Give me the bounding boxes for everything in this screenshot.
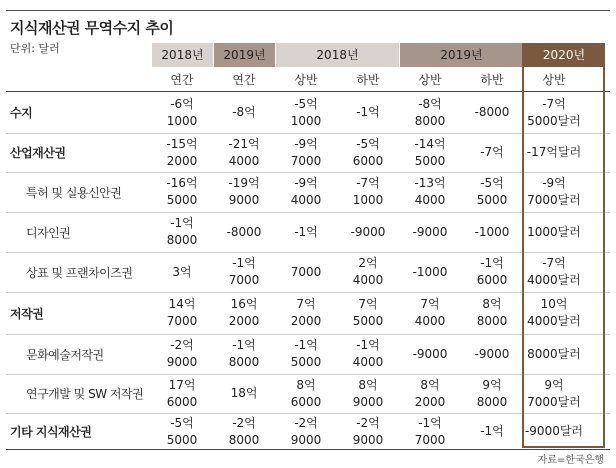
cell-value: -1억	[294, 338, 318, 352]
cell-value: -21억	[228, 136, 260, 151]
cell-value: -5억	[480, 176, 504, 190]
cell-value: 9억	[482, 377, 502, 392]
year-header-2: 2018년	[276, 43, 399, 67]
unit-label: 단위: 달러	[10, 42, 60, 55]
cell-value: -5억	[356, 136, 380, 151]
table-cell	[338, 334, 398, 374]
cell-value: 4000달러	[527, 273, 581, 287]
table-cell	[214, 212, 274, 252]
table-cell	[214, 334, 274, 374]
table-cell	[462, 374, 522, 413]
row-label: 기타 지식재산권	[10, 425, 92, 439]
cell-value: -16억	[166, 176, 198, 190]
cell-value: -9억	[294, 176, 318, 190]
cell-value: 7000달러	[527, 394, 581, 409]
table-cell	[338, 92, 398, 133]
cell-value: 4000	[352, 355, 384, 369]
cell-value: 4000	[290, 193, 322, 207]
cell-value: 2000	[228, 314, 260, 328]
cell-value: 6000	[166, 394, 198, 409]
table-cell	[400, 172, 460, 212]
table-cell	[338, 133, 398, 172]
table-cell	[152, 212, 212, 252]
year-header-4: 2020년	[524, 43, 604, 67]
cell-value: -19억	[228, 176, 260, 190]
cell-value: 5000	[414, 153, 446, 168]
table-cell	[400, 374, 460, 413]
cell-value: -9000	[412, 224, 448, 239]
cell-value: 1000	[290, 113, 322, 128]
table-cell	[214, 92, 274, 133]
cell-value: 9000	[352, 394, 384, 409]
cell-value: -1억	[232, 256, 256, 270]
cell-value: 5000	[476, 193, 508, 207]
cell-value: 5000	[352, 314, 384, 328]
cell-value: 4000	[352, 273, 384, 287]
cell-value: 9000	[290, 432, 322, 447]
cell-value: -7억	[480, 145, 504, 159]
year-header-1: 2019년	[214, 43, 275, 67]
table-title: 지식재산권 무역수지 추이	[10, 19, 174, 37]
period-header-2: 상반	[294, 73, 318, 87]
row-label: 저작권	[10, 306, 44, 321]
cell-value: -1억	[480, 256, 504, 270]
cell-value: 8000	[166, 233, 198, 247]
cell-value: 6000	[290, 394, 322, 409]
cell-value: -9000	[474, 346, 510, 361]
cell-value: -1000	[474, 224, 510, 239]
cell-value: 4000	[414, 193, 446, 207]
cell-value: 8000	[414, 113, 446, 128]
table-cell	[400, 413, 460, 450]
cell-value: -9억	[542, 176, 566, 190]
table-cell	[276, 172, 336, 212]
table-cell	[276, 92, 336, 133]
cell-value: -1억	[356, 105, 380, 119]
cell-value: 8억	[358, 377, 378, 392]
cell-value: 8000	[228, 432, 260, 447]
cell-value: 7억	[420, 297, 440, 311]
table-cell	[462, 292, 522, 334]
cell-value: 6000	[476, 273, 508, 287]
cell-value: -1억	[232, 338, 256, 352]
table-cell	[338, 374, 398, 413]
cell-value: 3억	[172, 264, 192, 279]
cell-value: 8억	[482, 297, 502, 311]
cell-value: 8000	[476, 314, 508, 328]
table-cell	[152, 292, 212, 334]
table-cell	[400, 92, 460, 133]
cell-value: 8억	[296, 377, 316, 392]
period-header-3: 하반	[356, 73, 380, 87]
cell-value: 4000달러	[527, 314, 581, 328]
period-header-4: 상반	[418, 73, 442, 87]
cell-value: 10억	[540, 297, 568, 311]
cell-value: -2억	[232, 415, 256, 430]
cell-value: -7억	[356, 176, 380, 190]
table-cell	[462, 92, 522, 133]
table-cell	[462, 252, 522, 292]
table-cell	[462, 413, 522, 450]
cell-value: 2000	[290, 314, 322, 328]
table-cell	[152, 172, 212, 212]
cell-value: 7억	[358, 297, 378, 311]
table-cell	[338, 252, 398, 292]
cell-value: -1000	[412, 264, 448, 279]
cell-value: 5000	[166, 193, 198, 207]
table-cell	[276, 292, 336, 334]
cell-value: 16억	[230, 297, 258, 311]
cell-value: 7000	[414, 432, 446, 447]
cell-value: 1000	[352, 193, 384, 207]
row-label: 연구개발 및 SW 저작권	[26, 387, 144, 401]
cell-value: 5000	[290, 355, 322, 369]
cell-value: 9000	[228, 193, 260, 207]
cell-value: -2억	[294, 415, 318, 430]
cell-value: -8000	[226, 224, 262, 239]
table-cell	[338, 413, 398, 450]
table-cell	[462, 334, 522, 374]
cell-value: 18억	[230, 386, 258, 400]
cell-value: 9000	[166, 355, 198, 369]
table-cell	[214, 413, 274, 450]
cell-value: 9000	[352, 432, 384, 447]
table-cell	[152, 92, 212, 133]
cell-value: -1억	[480, 424, 504, 438]
row-label: 문화예술저작권	[26, 347, 104, 362]
cell-value: -7억	[542, 96, 566, 111]
table-cell	[152, 374, 212, 413]
cell-value: 9억	[544, 377, 564, 392]
table-cell	[338, 292, 398, 334]
cell-value: 2000	[166, 153, 198, 168]
bottom-rule	[6, 449, 610, 450]
table-cell	[214, 172, 274, 212]
cell-value: -8000	[474, 105, 510, 119]
table-cell	[462, 172, 522, 212]
cell-value: 5000달러	[527, 113, 581, 128]
table-cell	[152, 252, 212, 292]
table-cell	[152, 334, 212, 374]
cell-value: 8000	[476, 394, 508, 409]
cell-value: 7억	[296, 297, 316, 311]
period-header-5: 하반	[480, 73, 504, 87]
cell-value: -13억	[414, 176, 446, 190]
table-cell	[462, 133, 522, 172]
table-cell	[276, 133, 336, 172]
cell-value: -9000	[350, 224, 386, 239]
table-cell	[276, 413, 336, 450]
cell-value: -8억	[232, 105, 256, 119]
table-cell	[214, 374, 274, 413]
table-cell	[214, 252, 274, 292]
table-cell	[400, 252, 460, 292]
cell-value: 7000	[228, 273, 260, 287]
cell-value: -1억	[356, 338, 380, 352]
table-cell	[214, 133, 274, 172]
highlight-2020-frame	[522, 43, 605, 448]
period-header-0: 연간	[170, 73, 194, 87]
cell-value: 4000	[228, 153, 260, 168]
cell-value: -6억	[170, 96, 194, 111]
top-rule	[6, 10, 610, 11]
table-cell	[214, 292, 274, 334]
table-cell	[338, 212, 398, 252]
table-cell	[276, 334, 336, 374]
cell-value: 7000달러	[527, 193, 581, 207]
cell-value: -5억	[294, 96, 318, 111]
year-header-3: 2019년	[400, 43, 523, 67]
table-cell	[276, 374, 336, 413]
cell-value: 14억	[168, 297, 196, 311]
cell-value: 4000	[414, 314, 446, 328]
cell-value: 1000	[166, 113, 198, 128]
cell-value: -7억	[542, 256, 566, 270]
cell-value: -14억	[414, 136, 446, 151]
cell-value: -1억	[294, 224, 318, 239]
table-cell	[152, 133, 212, 172]
row-label: 수지	[10, 106, 33, 120]
cell-value: -15억	[166, 136, 198, 151]
cell-value: 7000	[290, 153, 322, 168]
table-cell	[400, 292, 460, 334]
table-cell	[400, 133, 460, 172]
period-header-1: 연간	[232, 73, 256, 87]
table-cell	[400, 334, 460, 374]
table-cell	[338, 172, 398, 212]
cell-value: 17억	[168, 377, 196, 392]
cell-value: 8억	[420, 377, 440, 392]
table-cell	[400, 212, 460, 252]
cell-value: 7000	[290, 264, 322, 279]
cell-value: 7000	[166, 314, 198, 328]
cell-value: -2억	[170, 338, 194, 352]
table-cell	[276, 212, 336, 252]
period-header-6: 상반	[542, 73, 566, 87]
row-label: 상표 및 프랜차이즈권	[26, 265, 133, 280]
cell-value: 8000달러	[527, 346, 581, 361]
row-label: 산업재산권	[10, 146, 66, 160]
table-cell	[152, 413, 212, 450]
cell-value: -9000달러	[524, 424, 584, 438]
cell-value: -1억	[418, 415, 442, 430]
cell-value: 8000	[228, 355, 260, 369]
cell-value: -17억달러	[526, 145, 582, 159]
table-cell	[276, 252, 336, 292]
cell-value: 1000달러	[527, 224, 581, 239]
cell-value: -9억	[294, 136, 318, 151]
year-header-0: 2018년	[152, 43, 213, 67]
source-note: 자료=한국은행	[537, 455, 604, 466]
cell-value: -2억	[356, 415, 380, 430]
cell-value: -8억	[418, 96, 442, 111]
cell-value: 2억	[358, 256, 378, 270]
cell-value: -5억	[170, 415, 194, 430]
cell-value: 5000	[166, 432, 198, 447]
table-cell	[462, 212, 522, 252]
cell-value: 6000	[352, 153, 384, 168]
cell-value: -9000	[412, 346, 448, 361]
cell-value: 2000	[414, 394, 446, 409]
row-label: 특허 및 실용신안권	[26, 185, 122, 200]
cell-value: -1억	[170, 216, 194, 230]
row-label: 디자인권	[26, 225, 71, 240]
